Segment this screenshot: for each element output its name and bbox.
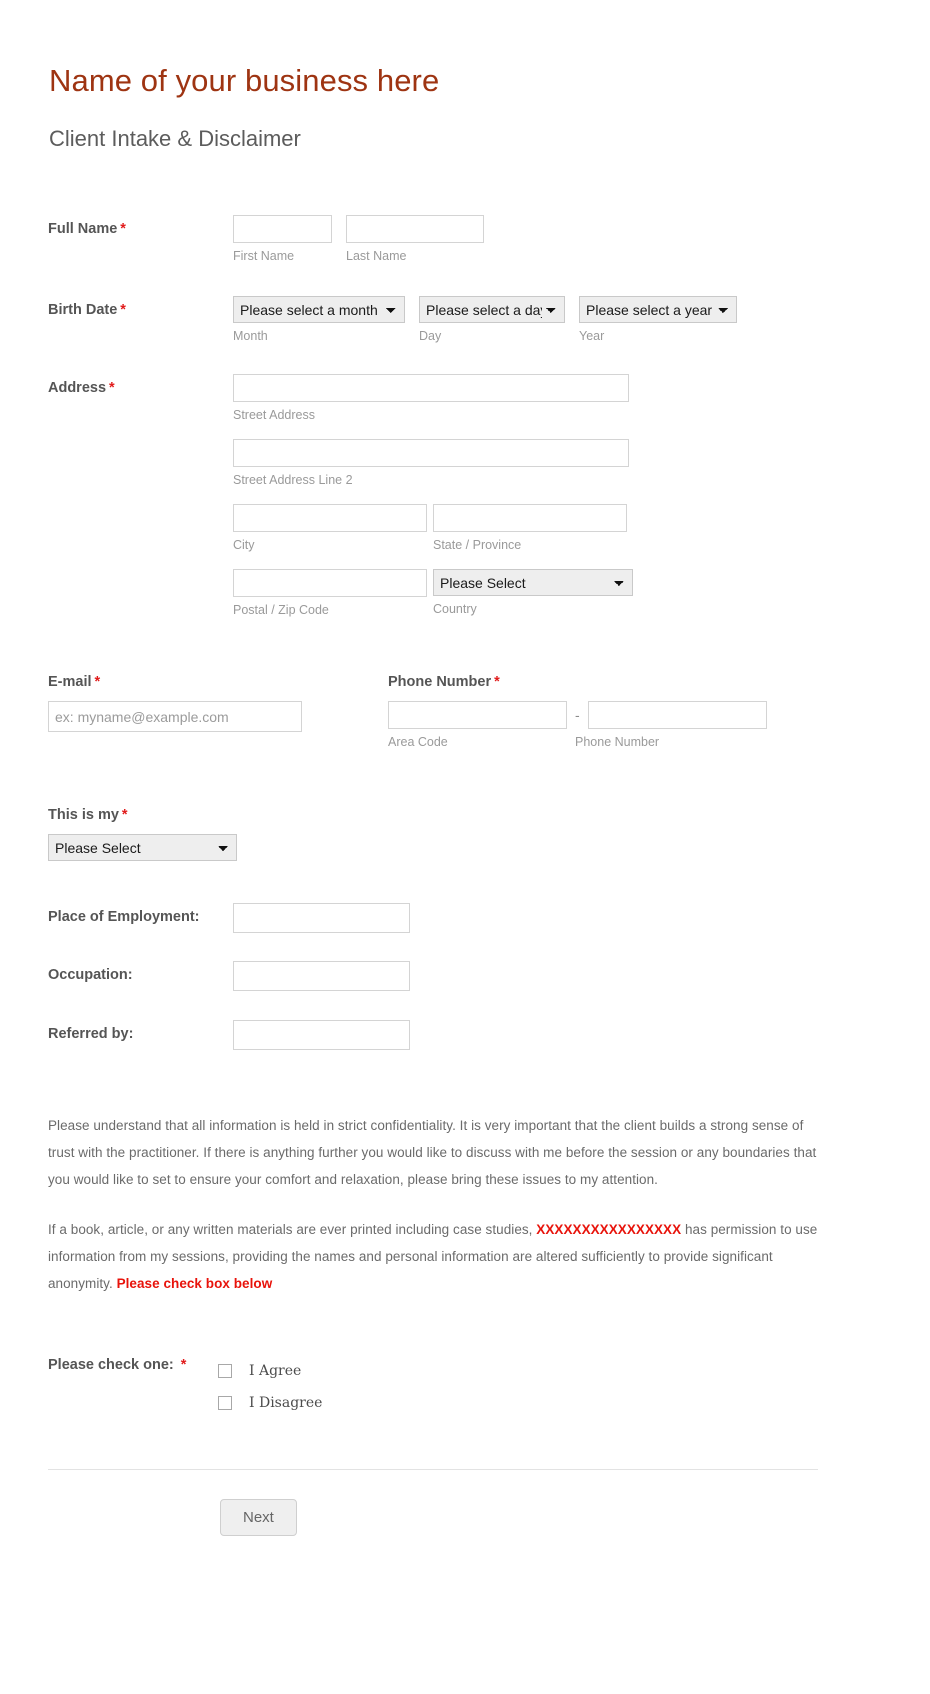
required-asterisk: * xyxy=(120,221,126,238)
form-header xyxy=(48,62,882,153)
phone-inputs-row xyxy=(388,701,788,729)
street-address-2-block xyxy=(233,439,833,488)
address-label xyxy=(48,374,233,399)
check-option-disagree[interactable] xyxy=(218,1387,322,1419)
required-asterisk: * xyxy=(120,302,126,319)
postal-zip-input[interactable] xyxy=(233,569,427,597)
birth-month-sublabel: Month xyxy=(233,329,268,344)
birth-date-inputs xyxy=(233,296,737,344)
required-asterisk: * xyxy=(109,380,115,397)
disclaimer-section xyxy=(48,1112,882,1297)
field-place-of-employment xyxy=(48,903,882,933)
email-input[interactable] xyxy=(48,701,302,732)
phone-label xyxy=(388,674,788,690)
state-province-input[interactable] xyxy=(433,504,627,532)
checkbox-icon[interactable] xyxy=(218,1396,232,1410)
check-one-label-text: Please check one: xyxy=(48,1357,174,1374)
disclaimer-redacted-name: XXXXXXXXXXXXXXXX xyxy=(536,1222,682,1238)
referred-by-label: Referred by: xyxy=(48,1026,134,1043)
birth-year-sublabel: Year xyxy=(579,329,605,344)
country-sublabel: Country xyxy=(433,602,477,617)
last-name-sublabel: Last Name xyxy=(346,249,407,264)
birth-day-select[interactable] xyxy=(419,296,565,323)
place-of-employment-label: Place of Employment: xyxy=(48,909,200,926)
city-sublabel: City xyxy=(233,538,255,553)
state-province-sublabel: State / Province xyxy=(433,538,522,553)
check-one-label xyxy=(48,1355,218,1373)
address-inputs xyxy=(233,374,833,618)
required-asterisk: * xyxy=(494,674,500,691)
city-input[interactable] xyxy=(233,504,427,532)
occupation-label: Occupation: xyxy=(48,967,133,984)
occupation-input[interactable] xyxy=(233,961,410,991)
phone-number-input[interactable] xyxy=(588,701,767,729)
email-label-text: E-mail xyxy=(48,674,92,691)
disclaimer-paragraph-1: Please understand that all information is held in strict confidentiality. It is very important that the client builds a strong sense of trust with the practitioner. If there is anything further you would like to discuss with me before the session or any boundaries that you would like to set to ensure your comfort and relaxation, please bring these issues to my attention. xyxy=(48,1118,817,1188)
first-name-sublabel: First Name xyxy=(233,249,295,264)
full-name-label-text: Full Name xyxy=(48,221,118,238)
phone-area-code-input[interactable] xyxy=(388,701,567,729)
phone-area-code-sublabel: Area Code xyxy=(388,735,448,750)
this-is-my-label-text: This is my xyxy=(48,807,119,824)
street-address-sublabel: Street Address xyxy=(233,408,315,423)
referred-by-input[interactable] xyxy=(233,1020,410,1050)
street-address-2-sublabel: Street Address Line 2 xyxy=(233,473,353,488)
last-name-input[interactable] xyxy=(346,215,484,243)
birth-date-label-text: Birth Date xyxy=(48,302,118,319)
required-asterisk: * xyxy=(180,1357,187,1374)
field-address xyxy=(48,374,882,618)
field-full-name xyxy=(48,215,882,264)
business-name-heading: Name of your business here xyxy=(49,63,440,98)
check-option-agree[interactable] xyxy=(218,1355,322,1387)
address-label-text: Address xyxy=(48,380,107,397)
street-address-block xyxy=(233,374,833,423)
country-select[interactable] xyxy=(433,569,633,596)
birth-date-label xyxy=(48,296,233,321)
required-asterisk: * xyxy=(94,674,101,691)
disclaimer-paragraph-2 xyxy=(48,1216,818,1297)
place-of-employment-input[interactable] xyxy=(233,903,410,933)
this-is-my-select[interactable] xyxy=(48,834,237,861)
field-occupation xyxy=(48,961,882,991)
checkbox-icon[interactable] xyxy=(218,1364,232,1378)
this-is-my-label xyxy=(48,807,882,823)
city-state-block xyxy=(233,504,833,553)
street-address-input[interactable] xyxy=(233,374,629,402)
disclaimer-check-box-callout: Please check box below xyxy=(116,1276,273,1292)
phone-sublabels xyxy=(388,729,788,750)
footer-divider xyxy=(48,1469,818,1470)
first-name-input[interactable] xyxy=(233,215,332,243)
next-button[interactable]: Next xyxy=(220,1499,297,1536)
email-label xyxy=(48,674,388,690)
disclaimer-p2-part-2: has permission to use information from my sessions, providing the names and personal information are altered sufficiently to provide significant anonymity. xyxy=(48,1222,818,1292)
birth-day-sublabel: Day xyxy=(419,329,442,344)
field-phone xyxy=(388,674,788,750)
check-option-disagree-label: I Disagree xyxy=(249,1395,323,1412)
phone-label-text: Phone Number xyxy=(388,674,492,691)
phone-number-sublabel: Phone Number xyxy=(575,735,660,750)
check-one-options xyxy=(218,1355,322,1419)
street-address-2-input[interactable] xyxy=(233,439,629,467)
birth-year-select[interactable] xyxy=(579,296,737,323)
form-footer xyxy=(48,1499,882,1536)
field-referred-by xyxy=(48,1020,882,1050)
required-asterisk: * xyxy=(121,807,128,824)
form-subtitle-heading: Client Intake & Disclaimer xyxy=(49,125,301,151)
field-birth-date xyxy=(48,296,882,344)
field-this-is-my xyxy=(48,807,882,861)
postal-country-block xyxy=(233,569,833,618)
field-email xyxy=(48,674,388,750)
birth-month-select[interactable] xyxy=(233,296,405,323)
contact-section xyxy=(48,674,882,750)
disclaimer-p2-part-1: If a book, article, or any written materials are ever printed including case studies, xyxy=(48,1222,537,1238)
postal-zip-sublabel: Postal / Zip Code xyxy=(233,603,329,618)
field-check-one xyxy=(48,1355,882,1419)
full-name-inputs xyxy=(233,215,484,264)
phone-separator: - xyxy=(575,707,580,724)
check-option-agree-label: I Agree xyxy=(249,1363,302,1380)
full-name-label xyxy=(48,215,233,240)
